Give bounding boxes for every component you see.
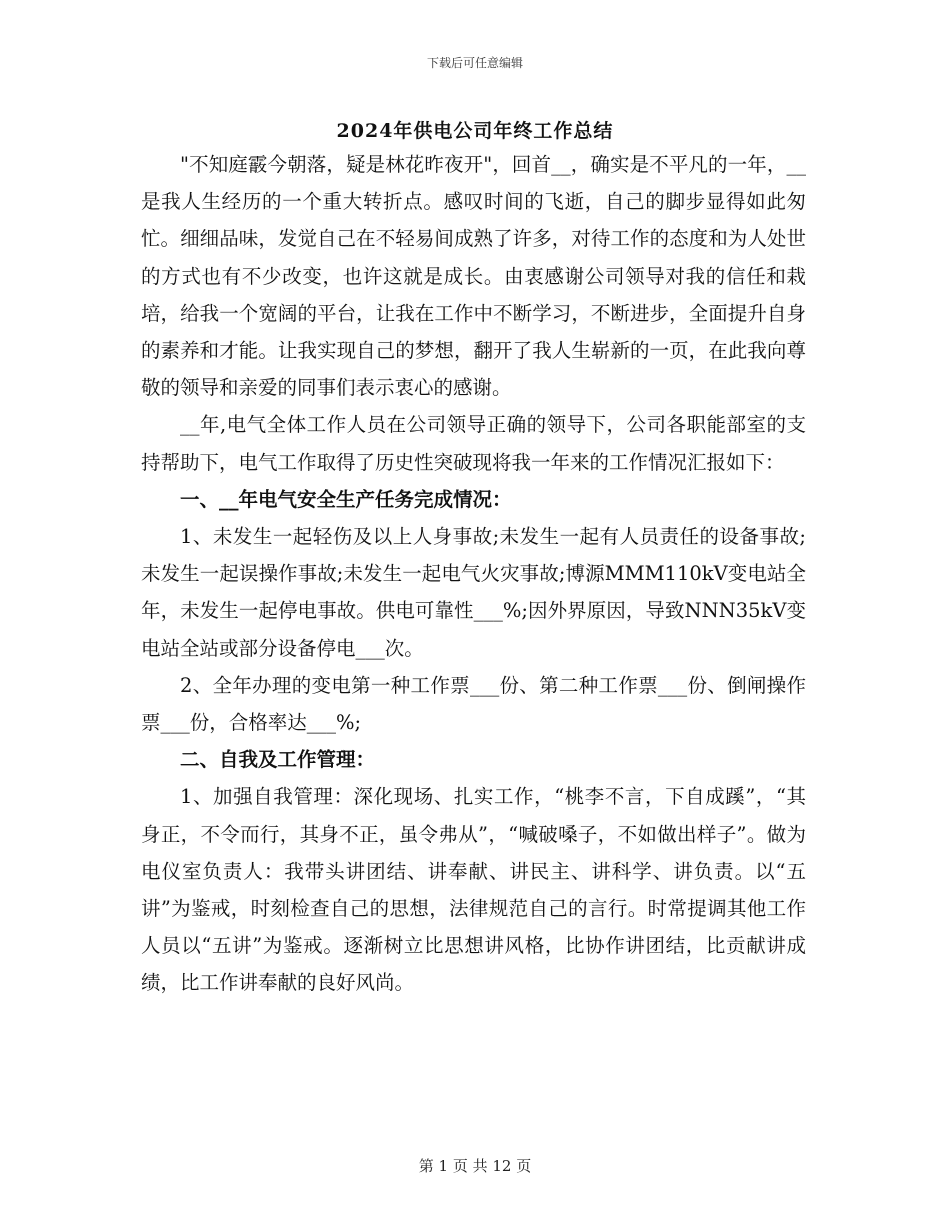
paragraph-safety-2: 2、全年办理的变电第一种工作票___份、第二种工作票___份、倒闸操作票___份，合格率达___%; (141, 673, 806, 735)
paragraph-summary: __年,电气全体工作人员在公司领导正确的领导下，公司各职能部室的支持帮助下，电气工作取得了历史性突破现将我一年来的工作情况汇报如下： (141, 413, 806, 474)
section-heading-management: 二、自我及工作管理： (180, 748, 376, 772)
document-body (141, 146, 806, 1002)
document-title: 2024年供电公司年终工作总结 (336, 120, 614, 142)
section-heading-safety: 一、__年电气安全生产任务完成情况： (180, 487, 512, 511)
page-number: 第 1 页 共 12 页 (418, 1157, 532, 1175)
header-note: 下载后可任意编辑 (426, 56, 523, 70)
paragraph-management-1: 1、加强自我管理：深化现场、扎实工作，“桃李不言，下自成蹊”，“其身正，不令而行，其身不正，虽令弗从”，“喊破嗓子，不如做出样子”。做为电仪室负责人：我带头讲团结、讲奉献、讲民主、讲科学、讲负责。以“五讲”为鉴戒，时刻检查自己的思想，法律规范自己的言行。时常提调其他工作人员以“五讲”为鉴戒。逐渐树立比思想讲风格，比协作讲团结，比贡献讲成绩，比工作讲奉献的良好风尚。 (141, 785, 806, 995)
paragraph-intro: "不知庭霰今朝落，疑是林花昨夜开"，回首__，确实是不平凡的一年，__是我人生经历的一个重大转折点。感叹时间的飞逝，自己的脚步显得如此匆忙。细细品味，发觉自己在不轻易间成熟了许多，对待工作的态度和为人处世的方式也有不少改变，也许这就是成长。由衷感谢公司领导对我的信任和栽培，给我一个宽阔的平台，让我在工作中不断学习，不断进步，全面提升自身的素养和才能。让我实现自己的梦想，翻开了我人生崭新的一页，在此我向尊敬的领导和亲爱的同事们表示衷心的感谢。 (141, 153, 806, 400)
paragraph-safety-1: 1、未发生一起轻伤及以上人身事故;未发生一起有人员责任的设备事故;未发生一起误操作事故;未发生一起电气火灾事故;博源MMM110kV变电站全年，未发生一起停电事故。供电可靠性___%;因外界原因，导致NNN35kV变电站全站或部分设备停电___次。 (141, 525, 806, 660)
